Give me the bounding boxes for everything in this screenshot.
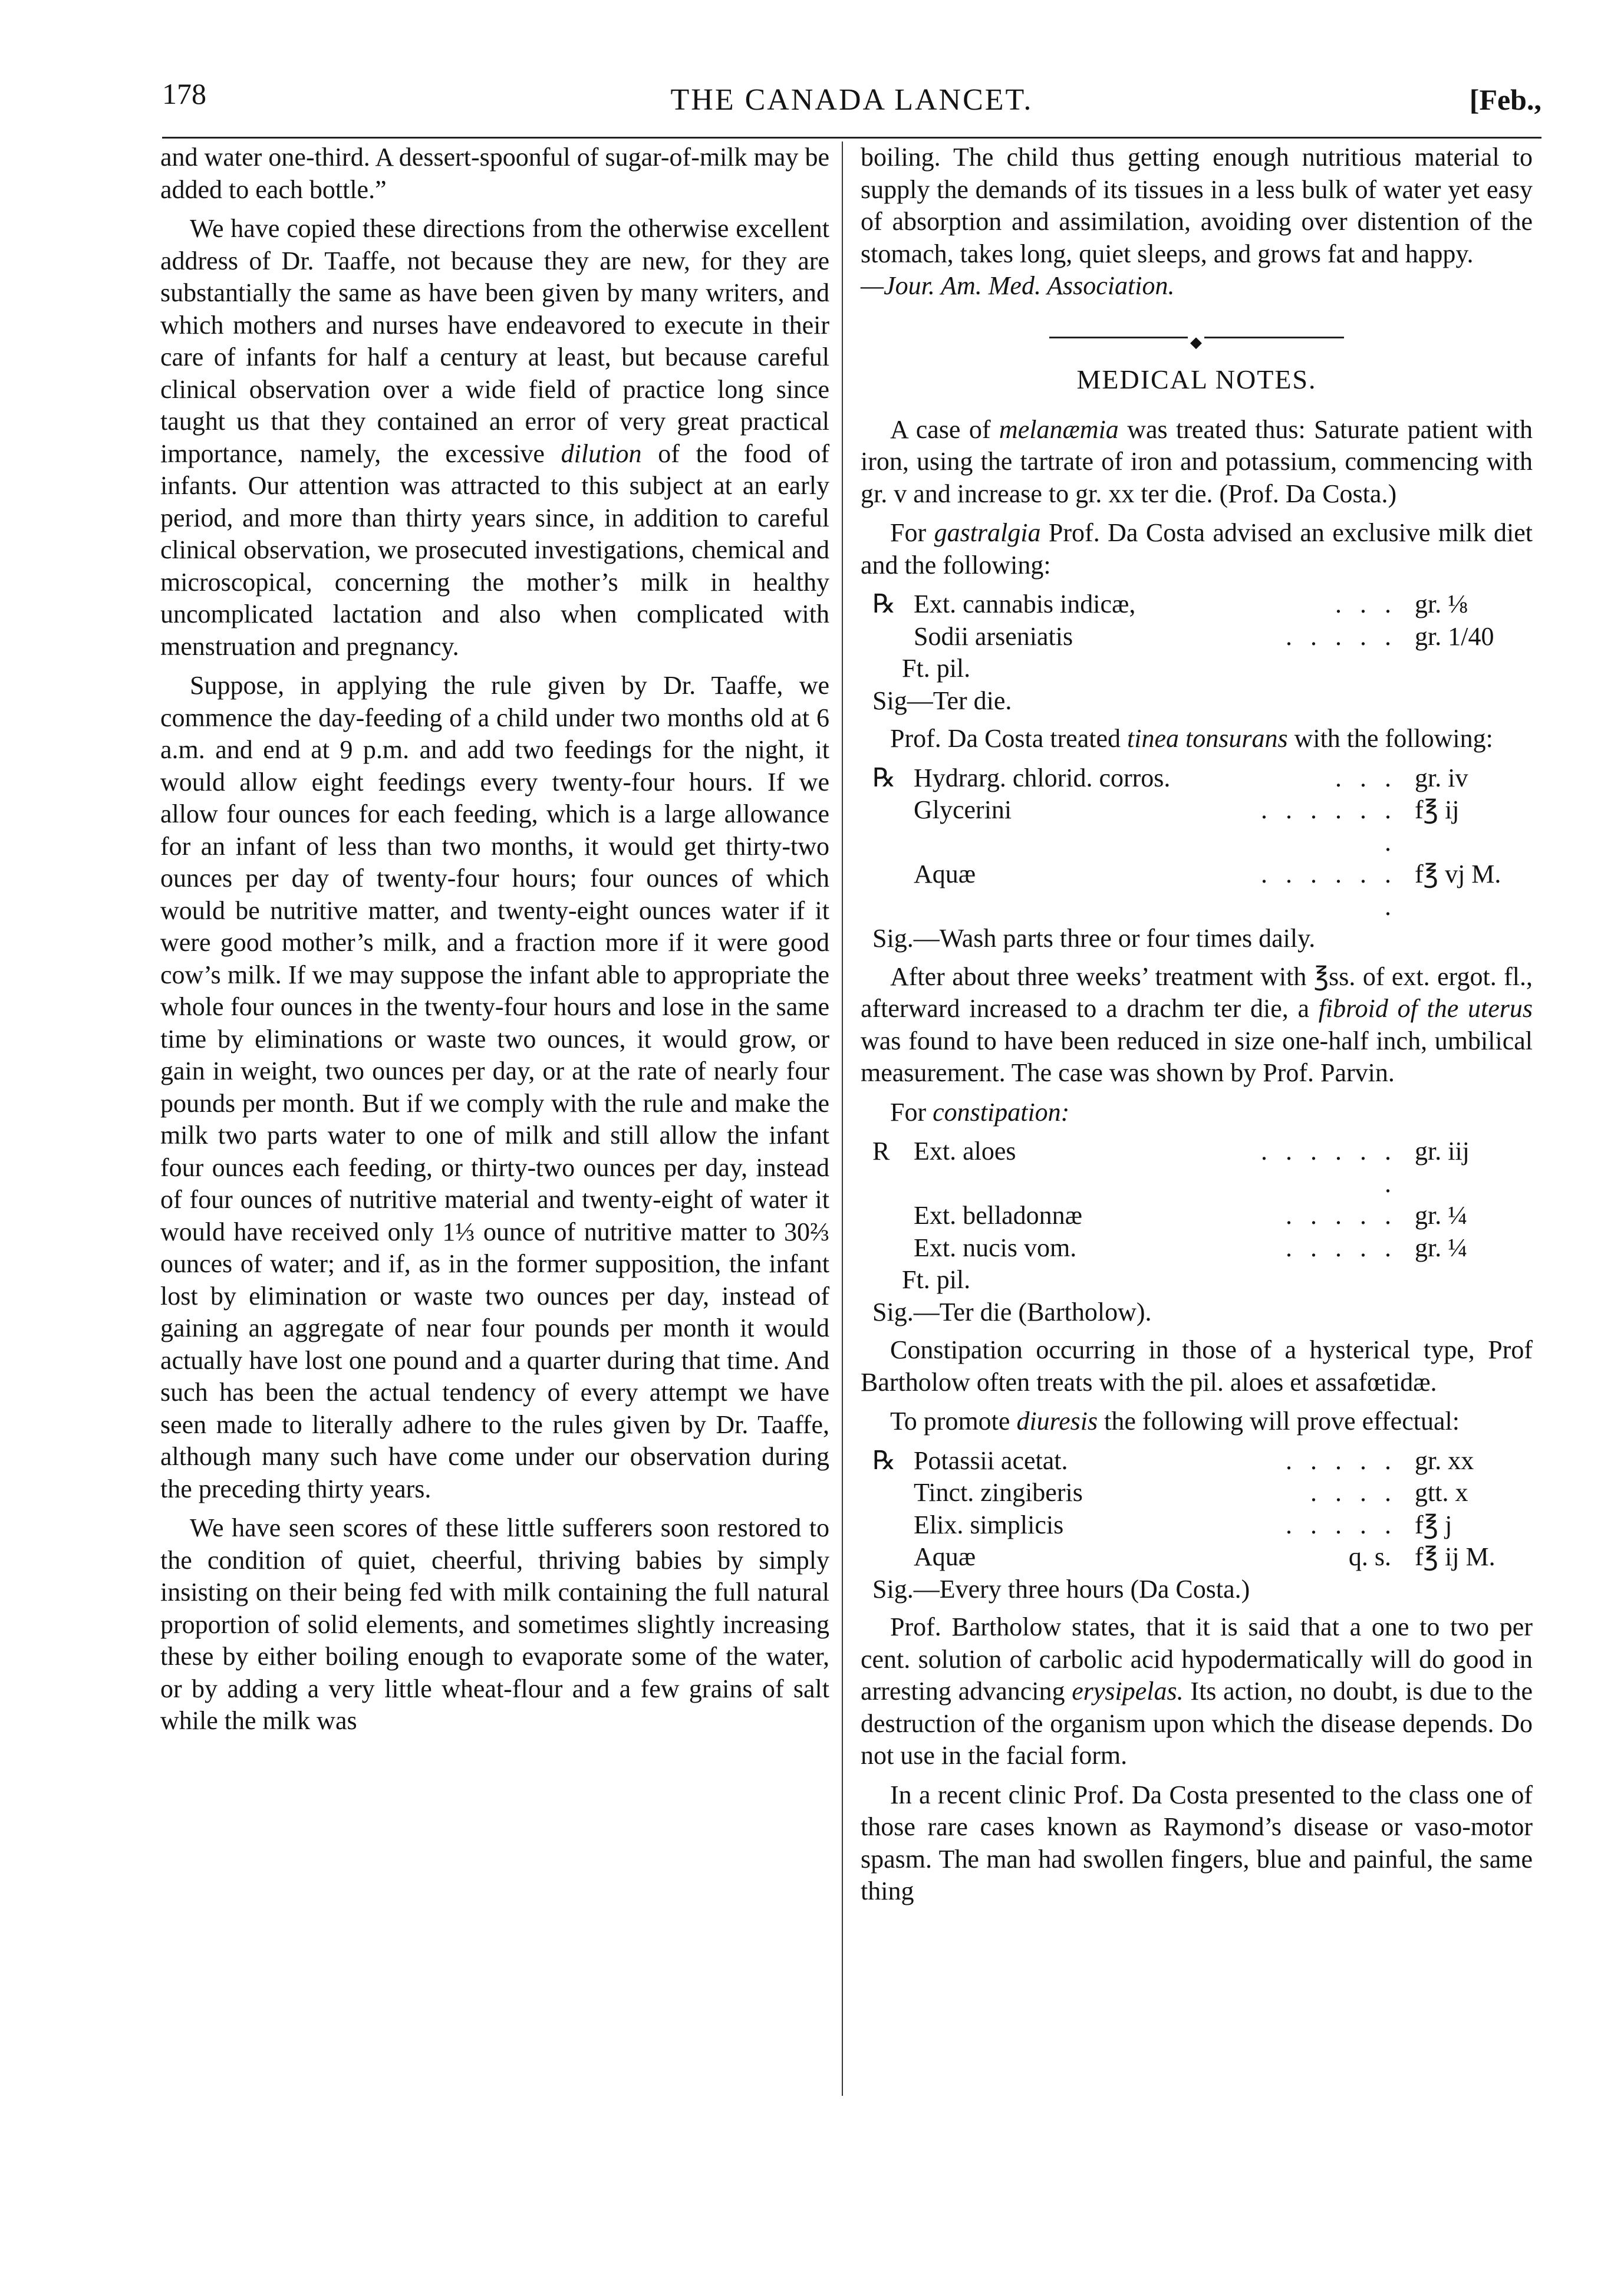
column-divider <box>842 141 843 2096</box>
recipe-symbol: ℞ <box>872 590 896 618</box>
paragraph: Prof. Da Costa treated tinea tonsurans with the following: <box>890 724 1493 753</box>
paragraph: For gastralgia Prof. Da Costa advised an exclusive milk diet and the following: <box>861 518 1533 580</box>
source-citation: —Jour. Am. Med. Association. <box>861 271 1175 300</box>
issue-month: [Feb., <box>1469 83 1541 116</box>
right-column <box>861 141 1533 1915</box>
paragraph: For constipation: <box>890 1097 1070 1127</box>
paragraph: We have copied these directions from the otherwise excellent address of Dr. Taaffe, not because they are new, for they are substantially the same as have been given by many writers, and which mothers and nurses have endeavored to execute in their care of infants for half a century at least, but because careful clinical observation over a wide field of practice long since taught us that they contained an error of very great practical importance, namely, the excessive dilution of the food of infants. Our attention was attracted to this subject at an early period, and more than thirty years since, in addition to careful clinical observation, we prosecuted investigations, chemical and microscopical, concerning the mother’s milk in healthy uncomplicated lactation and also when complicated with menstruation and pregnancy. <box>160 214 830 661</box>
paragraph: boiling. The child thus getting enough nutritious material to supply the demands of its tissues in a less bulk of water yet easy of absorption and assimilation, avoiding over distention of the stomach, takes long, quiet sleeps, and grows fat and happy. —Jour. Am. Med. Association. <box>861 143 1533 300</box>
page-number: 178 <box>162 77 206 110</box>
paragraph: In a recent clinic Prof. Da Costa presented to the class one of those rare cases known as Raymond’s disease or vaso-motor spasm. The man had swollen fingers, blue and painful, the same thing <box>861 1780 1533 1905</box>
prescription: ℞ Hydrarg. chlorid. corros. . . . gr. iv Glycerini . . . . . . . f℥ ij Aquæ . . . . . . . f℥ vj M. Sig.—Wash parts three or four times daily. <box>861 762 1533 955</box>
paragraph: To promote diuresis the following will prove effectual: <box>890 1407 1460 1436</box>
header-rule <box>162 137 1541 139</box>
section-heading: MEDICAL NOTES. <box>1076 364 1317 394</box>
paragraph: A case of melanæmia was treated thus: Saturate patient with iron, using the tartrate of iron and potassium, commencing with gr. v and increase to gr. xx ter die. (Prof. Da Costa.) <box>861 414 1533 508</box>
recipe-symbol: R <box>872 1137 890 1166</box>
paragraph: and water one-third. A dessert-spoonful of sugar-of-milk may be added to each bottle.” <box>160 143 829 204</box>
left-column <box>160 141 829 1744</box>
prescription: ℞ Potassii acetat. . . . . . gr. xx Tinct. zingiberis . . . . gtt. x Elix. simplicis . . . . . f℥ j Aquæ q. s. f℥ ij M. Sig.—Every three hours (Da Costa.) <box>861 1445 1533 1606</box>
paragraph: Suppose, in applying the rule given by Dr. Taaffe, we commence the day-feeding of a child under two months old at 6 a.m. and end at 9 p.m. and add two feedings for the night, it would allow eight feedings every twenty-four hours. If we allow four ounces for each feeding, which is a large allowance for an infant of less than two months, it would get thirty-two ounces per day of twenty-four hours; four ounces of which would be nutritive matter, and twenty-eight ounces water if it were good mother’s milk, and a fraction more if it were good cow’s milk. If we may suppose the infant able to appropriate the whole four ounces in the twenty-four hours and lose in the same time by eliminations or waste two ounces, it would grow, or gain in weight, two ounces per day, or at the rate of nearly four pounds per month. But if we comply with the rule and make the milk two parts water to one of milk and still allow the infant four ounces each feeding, or thirty-two ounces per day, instead of four ounces of nutritive material and twenty-eight of water it would have received only 1⅓ ounce of nutritive matter to 30⅔ ounces of water; and if, as in the former supposition, the infant lost by elimination or waste two ounces per day, instead of gaining an aggregate of near four pounds per month it would actually have lost one pound and a quarter during that time. And such has been the actual tendency of every attempt we have seen made to literally adhere to the rules given by Dr. Taaffe, although many such have come under our observation during the preceding thirty years. <box>160 671 829 1503</box>
recipe-symbol: ℞ <box>872 1446 896 1475</box>
page-header <box>162 77 1541 130</box>
paragraph: Constipation occurring in those of a hysterical type, Prof Bartholow often treats with the pil. aloes et assafœtidæ. <box>861 1335 1533 1397</box>
ornamental-divider <box>861 314 1533 347</box>
paragraph: After about three weeks’ treatment with ℥ss. of ext. ergot. fl., afterward increased to a drachm ter die, a fibroid of the uterus was found to have been reduced in size one-half inch, umbilical measurement. The case was shown by Prof. Parvin. <box>861 962 1533 1087</box>
journal-title: THE CANADA LANCET. <box>670 83 1033 117</box>
recipe-symbol: ℞ <box>872 763 896 792</box>
prescription: ℞ Ext. cannabis indicæ, . . . gr. ⅛ Sodii arseniatis . . . . . gr. 1/40 Ft. pil. Sig—Ter die. <box>861 588 1533 717</box>
prescription: R Ext. aloes . . . . . . . gr. iij Ext. belladonnæ . . . . . gr. ¼ Ext. nucis vom. . . . . . gr. ¼ Ft. pil. Sig.—Ter die (Bartholow). <box>861 1135 1533 1328</box>
paragraph: We have seen scores of these little sufferers soon restored to the condition of quiet, cheerful, thriving babies by simply insisting on their being fed with milk containing the full natural proportion of solid elements, and sometimes slightly increasing these by either boiling enough to evaporate some of the water, or by adding a very little wheat-flour and a few grains of salt while the milk was <box>160 1513 829 1735</box>
paragraph: Prof. Bartholow states, that it is said that a one to two per cent. solution of carbolic acid hypodermatically will do good in arresting advancing erysipelas. Its action, no doubt, is due to the destruction of the organism upon which the disease depends. Do not use in the facial form. <box>861 1612 1533 1770</box>
